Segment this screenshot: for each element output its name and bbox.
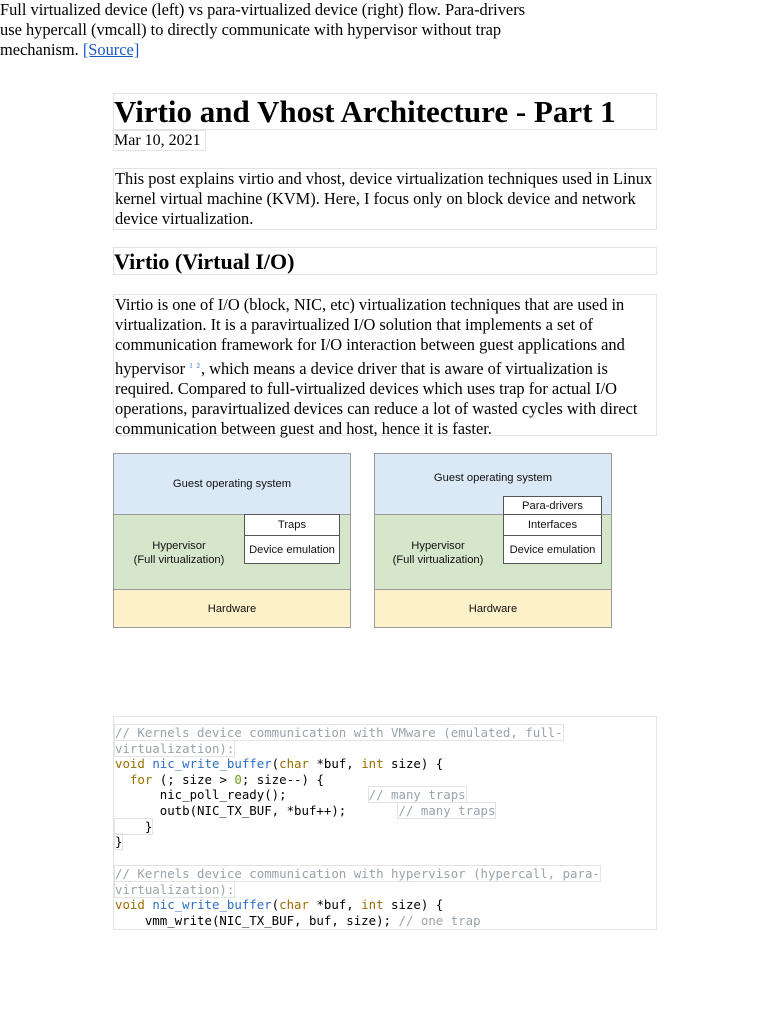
hypervisor-label [383, 539, 493, 567]
virtio-text-a: Virtio is one of I/O (block, NIC, etc) virtualization techniques that are used in virtualization. It is a paravirtualized I/O solution that implements a set of communication framework for I/O interaction between guest applications and hypervisor [115, 295, 625, 378]
guest-os-layer [113, 453, 351, 515]
para-drivers-label: Para-drivers [522, 499, 583, 512]
traps-box [244, 514, 340, 536]
hardware-label: Hardware [207, 602, 257, 615]
device-emulation-label: Device emulation [509, 543, 596, 556]
hypervisor-label [124, 539, 234, 567]
code-text: *buf, [308, 897, 362, 913]
code-punct: ( [271, 756, 280, 772]
hardware-layer [113, 589, 351, 628]
guest-os-label: Guest operating system [433, 472, 553, 484]
full-virtualization-diagram [113, 453, 351, 628]
code-line [115, 756, 443, 771]
interfaces-label: Interfaces [527, 519, 578, 531]
intro-paragraph: This post explains virtio and vhost, device virtualization techniques used in Linux kernel virtual machine (KVM). Here, I focus only on block device and network device virtualization. [113, 168, 657, 230]
code-text: nic_poll_ready(); [115, 787, 287, 803]
code-function: nic_write_buffer [152, 756, 272, 772]
device-emulation-label: Device emulation [249, 543, 335, 556]
code-text: outb(NIC_TX_BUF, *buf++); [115, 802, 347, 818]
hypervisor-label-line2: (Full virtualization) [133, 554, 225, 566]
code-keyword: int [361, 756, 384, 772]
code-function: nic_write_buffer [152, 897, 272, 913]
device-emulation-box [244, 535, 340, 564]
virtio-text-b: , which means a device driver that is aware of virtualization is required. Compared to full-virtualized devices which uses trap for actual I/O operations, paravirtualized devices can reduce a lot of wasted cycles with direct communication between guest and host, hence it is faster. [115, 358, 638, 439]
code-text: } [115, 834, 123, 850]
footnote-refs[interactable]: 1 2 [189, 361, 201, 370]
code-comment: // many traps [368, 787, 466, 803]
caption-text: Full virtualized device (left) vs para-virtualized device (right) flow. Para-drivers use hypercall (vmcall) to directly communicate with hypervisor without trap mechanism. [0, 0, 526, 60]
hypervisor-label-line1: Hypervisor [411, 540, 465, 552]
post-title: Virtio and Vhost Architecture - Part 1 [113, 93, 657, 130]
hardware-layer [374, 589, 612, 628]
code-comment: // Kernels device communication with hypervisor (hypercall, para- [115, 866, 600, 881]
post-date: Mar 10, 2021 [113, 130, 206, 151]
hypervisor-label-line2: (Full virtualization) [392, 554, 484, 566]
code-text [287, 787, 369, 802]
code-keyword: char [279, 756, 309, 772]
code-text [346, 803, 398, 818]
section-heading: Virtio (Virtual I/O) [113, 247, 657, 275]
code-keyword: int [361, 897, 384, 913]
para-virtualization-diagram [374, 453, 612, 628]
code-text: ; size--) { [241, 771, 324, 787]
para-drivers-box [503, 496, 602, 515]
code-text: *buf, [308, 756, 362, 772]
code-number: 0 [234, 771, 242, 787]
guest-os-label: Guest operating system [172, 478, 292, 490]
code-keyword: void [115, 756, 145, 772]
code-text: size) { [383, 756, 444, 772]
code-comment: // Kernels device communication with VMware (emulated, full- [115, 725, 563, 740]
code-comment: // many traps [398, 802, 496, 818]
device-emulation-box [503, 535, 602, 564]
code-keyword: for [129, 771, 153, 787]
virtio-paragraph [113, 294, 657, 439]
code-comment: virtualization): [115, 881, 235, 897]
code-comment: // one trap [398, 912, 481, 928]
hypervisor-label-line1: Hypervisor [152, 540, 206, 552]
hardware-label: Hardware [468, 602, 518, 615]
code-text: size) { [383, 897, 444, 913]
source-link[interactable]: [Source] [82, 40, 140, 60]
code-keyword: char [279, 897, 309, 913]
code-comment: virtualization): [115, 740, 235, 756]
code-block [113, 716, 657, 930]
code-text: vmm_write(NIC_TX_BUF, buf, size); [115, 912, 399, 928]
traps-label: Traps [277, 519, 307, 531]
interfaces-box [503, 514, 602, 536]
code-keyword: void [115, 897, 145, 913]
code-punct: ( [271, 897, 280, 913]
code-block-1 [115, 725, 563, 850]
figure-caption [0, 0, 544, 62]
code-text: } [115, 818, 153, 834]
code-block-2 [115, 866, 600, 928]
code-text: (; size > [152, 771, 235, 787]
code-line [115, 897, 443, 912]
